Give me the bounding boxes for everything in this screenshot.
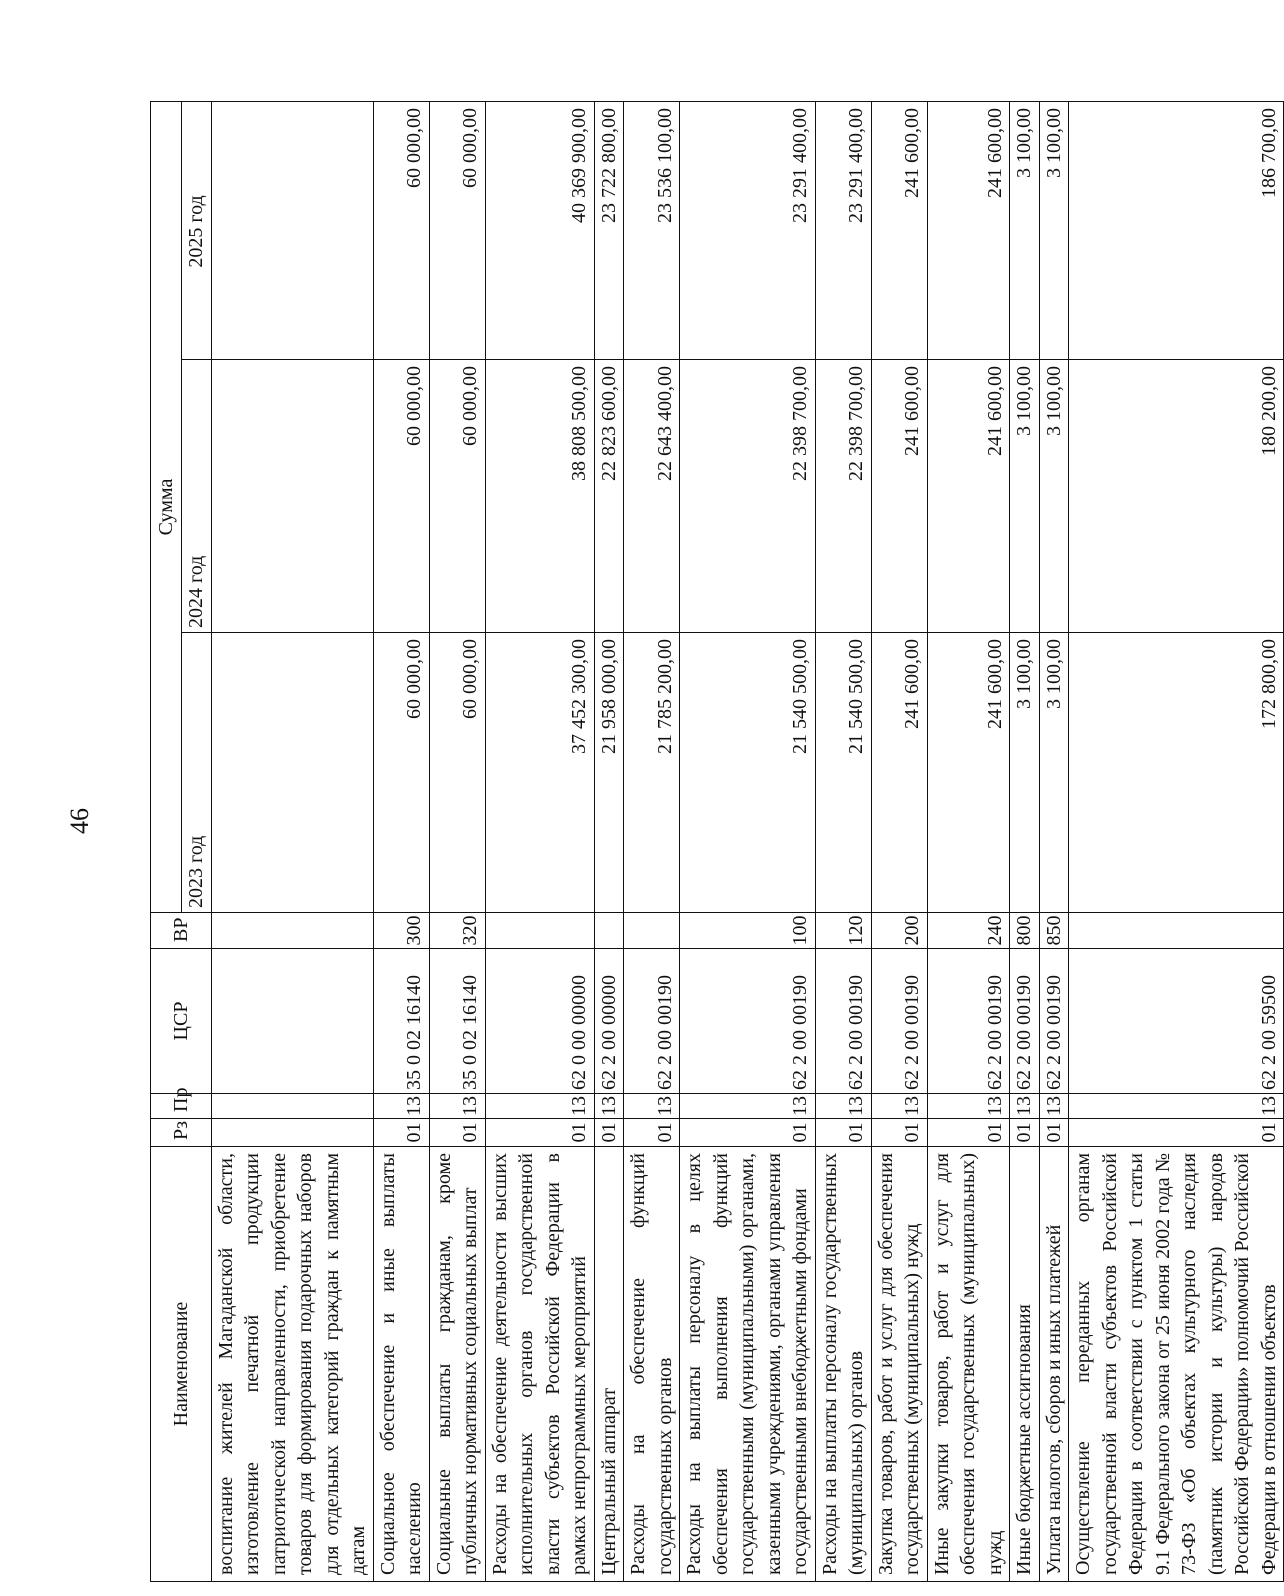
cell-name: Осуществление переданных органам государственной власти субъектов Российской Федерации в соответствии с пунктом 1 статьи 9.1 Федерального закона от 25 июня 2002 года № 73-ФЗ «Об объектах культурного наследия (памятник истории и культуры) народов Российской Федерации» полномочий Российской Федерации в отношении объектов (1069, 1147, 1284, 1582)
cell-csr: 62 2 00 00190 (815, 949, 871, 1094)
cell-vr (1069, 913, 1284, 949)
cell-name: Иные закупки товаров, работ и услуг для обеспечения государственных (муниципальных) нужд (927, 1147, 1010, 1582)
cell-csr: 62 2 00 00190 (1010, 949, 1040, 1094)
cell-2023: 21 785 200,00 (624, 633, 680, 913)
cell-2025: 23 722 800,00 (594, 101, 624, 359)
cell-pr: 13 (1039, 1094, 1069, 1119)
cell-csr: 62 2 00 59500 (1069, 949, 1284, 1094)
cell-2025 (211, 101, 373, 359)
cell-csr: 35 0 02 16140 (429, 949, 485, 1094)
cell-2025: 3 100,00 (1039, 101, 1069, 359)
table-row (927, 101, 1010, 1581)
cell-2023: 21 540 500,00 (815, 633, 871, 913)
table-row (594, 101, 624, 1581)
cell-csr: 62 2 00 00000 (594, 949, 624, 1094)
cell-2024: 241 600,00 (871, 360, 927, 633)
cell-2025: 60 000,00 (429, 101, 485, 359)
cell-vr (485, 913, 594, 949)
cell-rz: 01 (429, 1119, 485, 1147)
header-csr: ЦСР (151, 949, 212, 1094)
header-vr: ВР (151, 913, 212, 949)
cell-rz: 01 (680, 1119, 816, 1147)
cell-2025: 60 000,00 (373, 101, 429, 359)
cell-csr: 62 2 00 00190 (624, 949, 680, 1094)
budget-table (150, 101, 1284, 1582)
table-row (871, 101, 927, 1581)
cell-rz: 01 (624, 1119, 680, 1147)
table-row (1039, 101, 1069, 1581)
cell-rz: 01 (871, 1119, 927, 1147)
cell-2024: 60 000,00 (429, 360, 485, 633)
cell-pr: 13 (429, 1094, 485, 1119)
cell-csr: 62 2 00 00190 (1039, 949, 1069, 1094)
cell-name: Социальные выплаты гражданам, кроме публичных нормативных социальных выплат (429, 1147, 485, 1582)
header-year-2024: 2024 год (182, 360, 212, 633)
cell-2023: 3 100,00 (1010, 633, 1040, 913)
cell-name: Уплата налогов, сборов и иных платежей (1039, 1147, 1069, 1582)
cell-2023: 172 800,00 (1069, 633, 1284, 913)
cell-2024: 22 398 700,00 (815, 360, 871, 633)
table-row (680, 101, 816, 1581)
cell-vr: 100 (680, 913, 816, 949)
cell-rz: 01 (485, 1119, 594, 1147)
table-row (211, 101, 373, 1581)
header-sum: Сумма (151, 101, 182, 912)
cell-pr: 13 (680, 1094, 816, 1119)
cell-2024: 3 100,00 (1039, 360, 1069, 633)
cell-name: Расходы на выплаты персоналу в целях обеспечения выполнения функций государственными (муниципальными) органами, казенными учреждениями, органами управления государственными внебюджетными фондами (680, 1147, 816, 1582)
cell-2025: 186 700,00 (1069, 101, 1284, 359)
cell-2023 (211, 633, 373, 913)
cell-2024 (211, 360, 373, 633)
cell-2024: 241 600,00 (927, 360, 1010, 633)
cell-name: Иные бюджетные ассигнования (1010, 1147, 1040, 1582)
cell-name: Расходы на обеспечение деятельности высших исполнительных органов государственной власти субъектов Российской Федерации в рамках непрограммных мероприятий (485, 1147, 594, 1582)
cell-pr (211, 1094, 373, 1119)
cell-csr (211, 949, 373, 1094)
table-body (211, 101, 1284, 1581)
cell-2025: 40 369 900,00 (485, 101, 594, 359)
cell-rz: 01 (927, 1119, 1010, 1147)
cell-2025: 23 291 400,00 (680, 101, 816, 359)
cell-pr: 13 (624, 1094, 680, 1119)
cell-vr: 850 (1039, 913, 1069, 949)
cell-2023: 37 452 300,00 (485, 633, 594, 913)
cell-vr: 120 (815, 913, 871, 949)
cell-name: Расходы на выплаты персоналу государственных (муниципальных) органов (815, 1147, 871, 1582)
cell-pr: 13 (815, 1094, 871, 1119)
cell-csr: 62 2 00 00190 (927, 949, 1010, 1094)
cell-vr: 800 (1010, 913, 1040, 949)
cell-vr: 240 (927, 913, 1010, 949)
cell-vr (594, 913, 624, 949)
cell-pr: 13 (871, 1094, 927, 1119)
cell-2023: 241 600,00 (871, 633, 927, 913)
cell-csr: 62 2 00 00190 (871, 949, 927, 1094)
cell-2023: 3 100,00 (1039, 633, 1069, 913)
cell-vr: 320 (429, 913, 485, 949)
cell-csr: 35 0 02 16140 (373, 949, 429, 1094)
header-name: Наименование (151, 1147, 212, 1582)
cell-2025: 241 600,00 (927, 101, 1010, 359)
cell-name: воспитание жителей Магаданской области, изготовление печатной продукции патриотической направленности, приобретение товаров для формирования подарочных наборов для отдельных категорий граждан к памятным датам (211, 1147, 373, 1582)
header-year-2025: 2025 год (182, 101, 212, 359)
cell-vr: 300 (373, 913, 429, 949)
cell-2025: 23 536 100,00 (624, 101, 680, 359)
table-row (373, 101, 429, 1581)
header-row-1 (151, 101, 182, 1581)
cell-name: Расходы на обеспечение функций государственных органов (624, 1147, 680, 1582)
table-row (485, 101, 594, 1581)
cell-2024: 60 000,00 (373, 360, 429, 633)
cell-vr: 200 (871, 913, 927, 949)
cell-2024: 180 200,00 (1069, 360, 1284, 633)
cell-2024: 22 398 700,00 (680, 360, 816, 633)
cell-2023: 60 000,00 (429, 633, 485, 913)
page-number: 46 (65, 808, 94, 834)
cell-pr: 13 (1010, 1094, 1040, 1119)
cell-pr: 13 (927, 1094, 1010, 1119)
cell-2025: 241 600,00 (871, 101, 927, 359)
table-row (1069, 101, 1284, 1581)
cell-2023: 60 000,00 (373, 633, 429, 913)
cell-2023: 241 600,00 (927, 633, 1010, 913)
cell-2024: 3 100,00 (1010, 360, 1040, 633)
table-row (429, 101, 485, 1581)
cell-vr (624, 913, 680, 949)
cell-vr (211, 913, 373, 949)
cell-2025: 23 291 400,00 (815, 101, 871, 359)
cell-rz: 01 (1010, 1119, 1040, 1147)
cell-2023: 21 958 000,00 (594, 633, 624, 913)
cell-name: Центральный аппарат (594, 1147, 624, 1582)
cell-2023: 21 540 500,00 (680, 633, 816, 913)
cell-2024: 22 643 400,00 (624, 360, 680, 633)
cell-name: Закупка товаров, работ и услуг для обеспечения государственных (муниципальных) нужд (871, 1147, 927, 1582)
cell-csr: 62 0 00 00000 (485, 949, 594, 1094)
header-rz: Рз (151, 1119, 212, 1147)
table-row (624, 101, 680, 1581)
cell-name: Социальное обеспечение и иные выплаты населению (373, 1147, 429, 1582)
cell-pr: 13 (594, 1094, 624, 1119)
cell-rz: 01 (1069, 1119, 1284, 1147)
cell-pr: 13 (485, 1094, 594, 1119)
table-row (1010, 101, 1040, 1581)
cell-pr: 13 (1069, 1094, 1284, 1119)
header-pr: Пр (151, 1094, 212, 1119)
cell-rz (211, 1119, 373, 1147)
cell-2025: 3 100,00 (1010, 101, 1040, 359)
cell-rz: 01 (1039, 1119, 1069, 1147)
cell-rz: 01 (815, 1119, 871, 1147)
table-row (815, 101, 871, 1581)
cell-rz: 01 (373, 1119, 429, 1147)
header-year-2023: 2023 год (182, 633, 212, 913)
rotated-table-wrapper (150, 102, 1280, 1582)
cell-csr: 62 2 00 00190 (680, 949, 816, 1094)
cell-2024: 22 823 600,00 (594, 360, 624, 633)
cell-pr: 13 (373, 1094, 429, 1119)
cell-2024: 38 808 500,00 (485, 360, 594, 633)
cell-rz: 01 (594, 1119, 624, 1147)
